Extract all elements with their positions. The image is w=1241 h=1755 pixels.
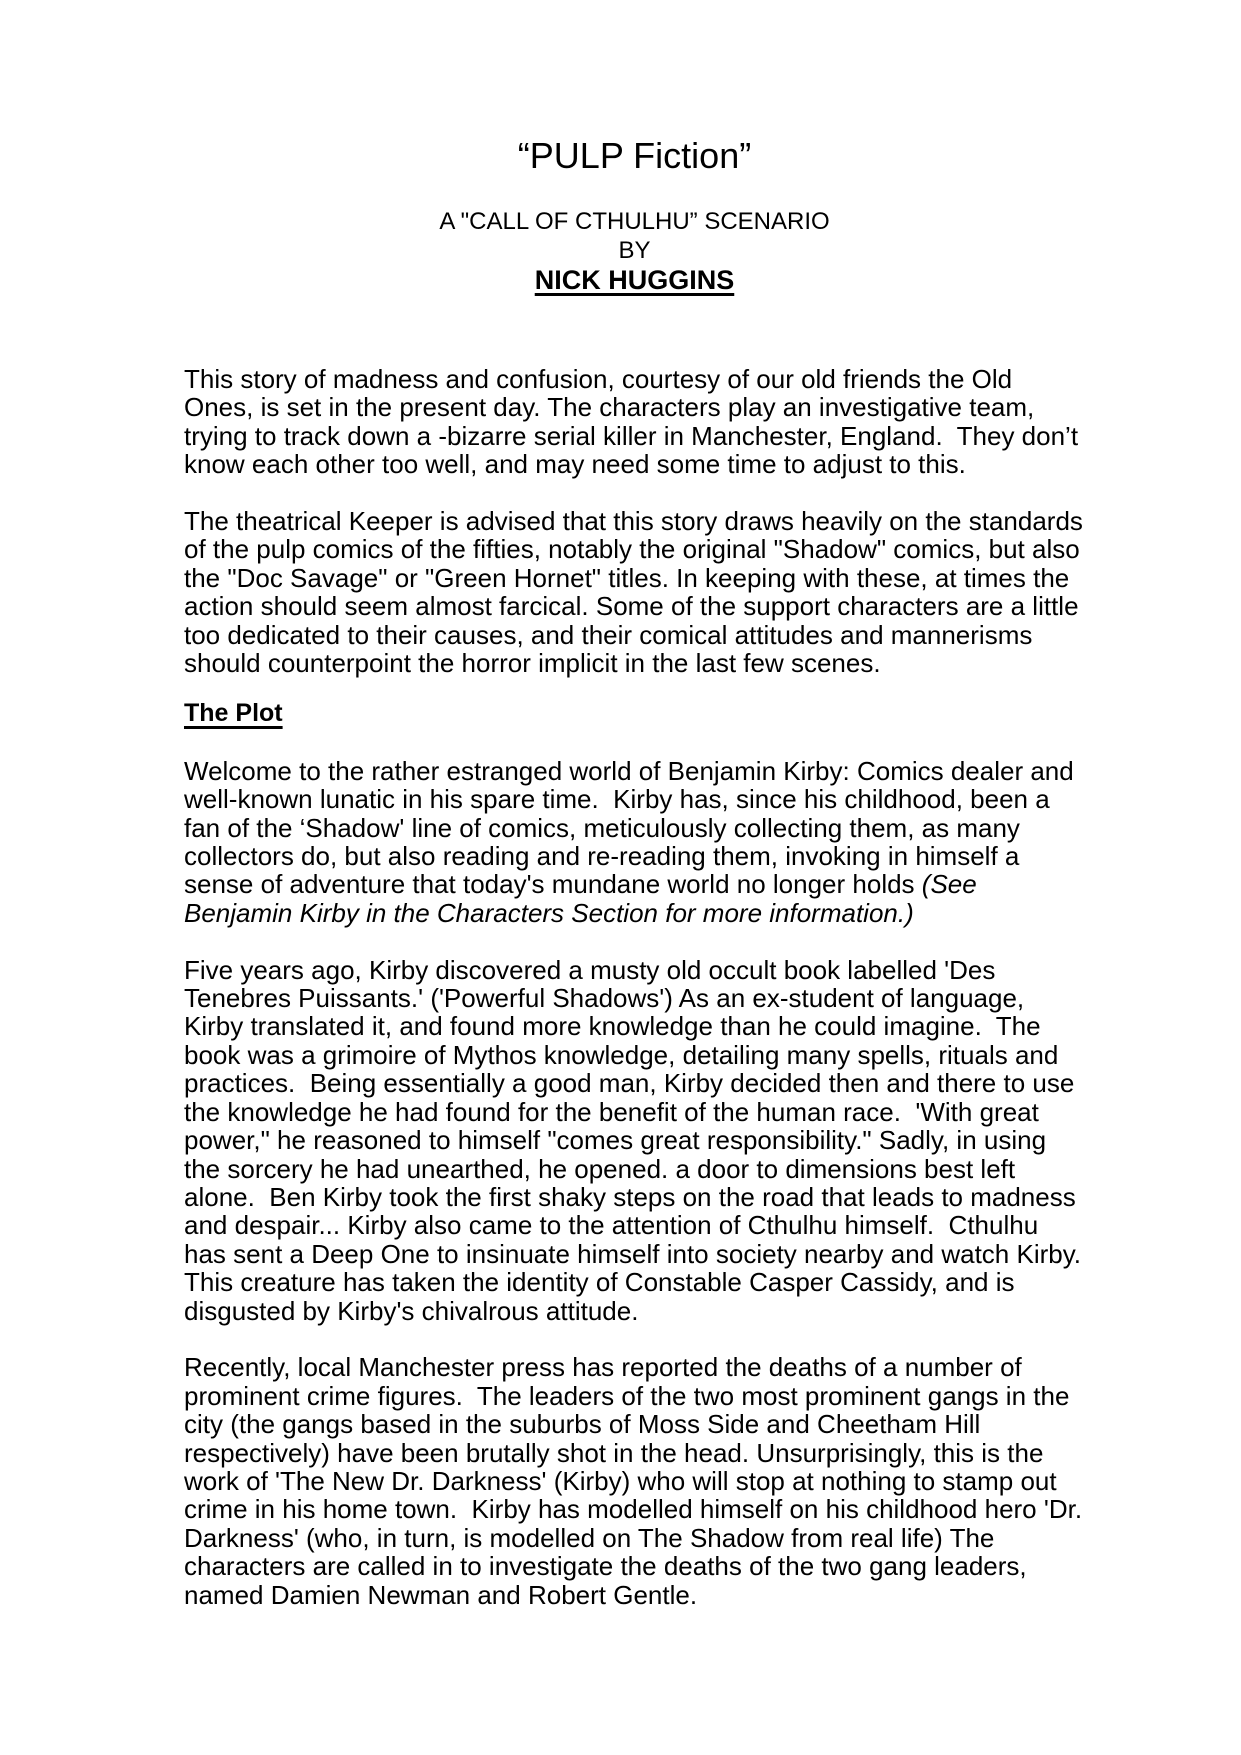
document-content — [184, 0, 1091, 1610]
paragraph-run-italic: (See Benjamin Kirby in the Characters Section for more information.) — [184, 869, 984, 928]
masthead — [184, 208, 1085, 296]
paragraph — [184, 365, 1085, 479]
document-body — [184, 364, 1091, 1610]
byline: BY — [618, 236, 651, 264]
author-line — [184, 265, 1085, 296]
paragraph-run: Five years ago, Kirby discovered a musty old occult book labelled 'Des Tenebres Puissants.' ('Powerful Shadows') As an ex-student of language, Kirby translated it, and found more knowledge than he could imagine. The book was a grimoire of Mythos knowledge, detailing many spells, rituals and practices. Being essentially a good man, Kirby decided then and there to use the knowledge he had found for the benefit of the human race. 'With great power," he reasoned to himself "comes great responsibility." Sadly, in using the sorcery he had unearthed, he opened. a door to dimensions best left alone. Ben Kirby took the first shaky steps on the road that leads to madness and despair... Kirby also came to the attention of Cthulhu himself. Cthulhu has sent a Deep One to insinuate himself into society nearby and watch Kirby. This creature has taken the identity of Constable Casper Cassidy, and is disgusted by Kirby's chivalrous attitude. — [184, 954, 1088, 1326]
paragraph — [184, 506, 1091, 679]
paragraph — [184, 1352, 1090, 1610]
paragraph-run: Welcome to the rather estranged world of Benjamin Kirby: Comics dealer and well-known lunatic in his spare time. Kirby has, since his childhood, been a fan of the ‘Shadow' line of comics, meticulously collecting them, as many collectors do, but also reading and re-reading them, invoking in himself a sense of adventure that today's mundane world no longer holds — [184, 755, 1081, 900]
section-heading — [184, 698, 1085, 728]
author-name: NICK HUGGINS — [534, 265, 735, 295]
paragraph — [184, 954, 1088, 1326]
paragraph — [184, 757, 1085, 927]
section-heading-text: The Plot — [184, 699, 283, 728]
paragraph-run: Recently, local Manchester press has reported the deaths of a number of prominent crime figures. The leaders of the two most prominent gangs in the city (the gangs based in the suburbs of Moss Side and Cheetham Hill respectively) have been brutally shot in the head. Unsurprisingly, this is the work of 'The New Dr. Darkness' (Kirby) who will stop at nothing to stamp out crime in his home town. Kirby has modelled himself on his childhood hero 'Dr. Darkness' (who, in turn, is modelled on The Shadow from real life) The characters are called in to investigate the deaths of the two gang leaders, named Damien Newman and Robert Gentle. — [184, 1352, 1090, 1610]
paragraph-run: This story of madness and confusion, courtesy of our old friends the Old Ones, is set in the present day. The characters play an investigative team, trying to track down a -bizarre serial killer in Manchester, England. They don’t know each other too well, and may need some time to adjust to this. — [184, 364, 1086, 480]
document-title: “PULP Fiction” — [517, 135, 752, 176]
document-subtitle: A "CALL OF CTHULHU” SCENARIO — [439, 208, 830, 235]
paragraph-run: The theatrical Keeper is advised that this story draws heavily on the standards of the pulp comics of the fifties, notably the original "Shadow" comics, but also the "Doc Savage" or "Green Hornet" titles. In keeping with these, at times the action should seem almost farcical. Some of the support characters are a little too dedicated to their causes, and their comical attitudes and mannerisms should counterpoint the horror implicit in the last few scenes. — [184, 506, 1091, 679]
